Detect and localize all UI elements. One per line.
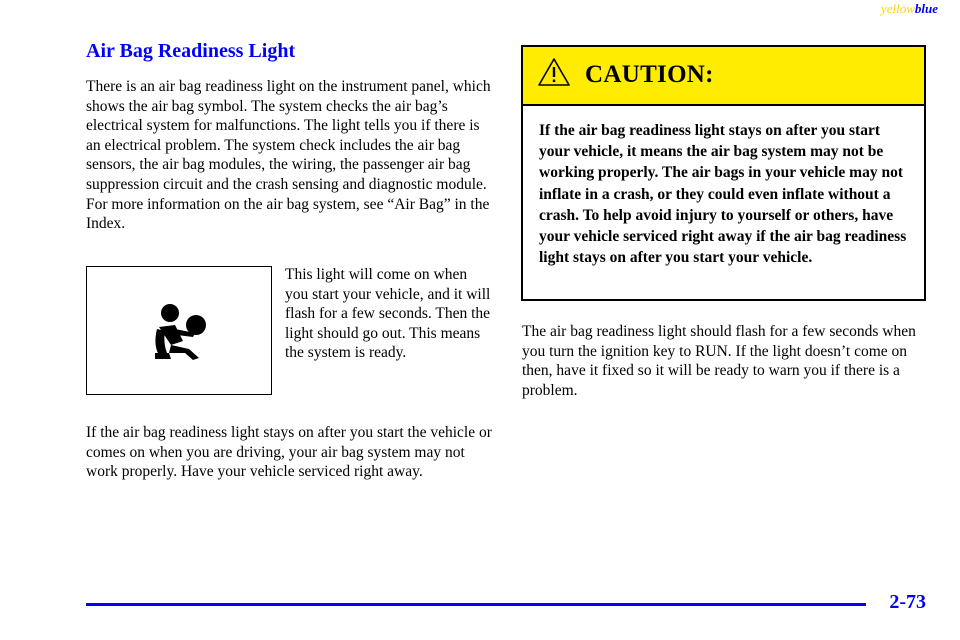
after-paragraph: If the air bag readiness light stays on after you start the vehicle or comes on when you are driving, your air bag system may not work properly. Have your vehicle serviced right away. — [86, 424, 492, 481]
caution-box — [521, 45, 926, 301]
footer-rule — [86, 603, 866, 606]
color-mark-yellow: yellow — [880, 1, 915, 16]
intro-paragraph: There is an air bag readiness light on the instrument panel, which shows the air bag symbol. The system checks the air bag’s electrical system for malfunctions. The light tells you if there is an electrical problem. The system check includes the air bag sensors, the air bag modules, the wiring, the passenger air bag suppression circuit and the crash sensing and diagnostic module. For more information on the air bag system, see “Air Bag” in the Index. — [86, 78, 491, 233]
caution-title: CAUTION: — [585, 61, 714, 88]
print-color-marks — [881, 1, 938, 17]
warning-triangle-icon — [537, 57, 571, 87]
color-mark-blue: blue — [914, 1, 938, 16]
airbag-person-icon — [87, 267, 271, 394]
airbag-symbol-box — [86, 266, 272, 395]
section-title: Air Bag Readiness Light — [86, 40, 296, 62]
right-paragraph: The air bag readiness light should flash for a few seconds when you turn the ignition key to RUN. If the light doesn’t come on then, have it fixed so it will be ready to warn you if there is a problem. — [522, 323, 916, 399]
side-paragraph: This light will come on when you start your vehicle, and it will flash for a few seconds. Then the light should go out. This means the system is ready. — [285, 266, 491, 362]
caution-text: If the air bag readiness light stays on after you start your vehicle, it means the air bag system may not be working properly. The air bags in your vehicle may not inflate in a crash, or they could even inflate without a crash. To help avoid injury to yourself or others, have your vehicle serviced right away if the air bag readiness light stays on after you start your vehicle. — [539, 122, 907, 267]
caution-header — [523, 47, 924, 106]
page-number: 2-73 — [889, 591, 926, 613]
